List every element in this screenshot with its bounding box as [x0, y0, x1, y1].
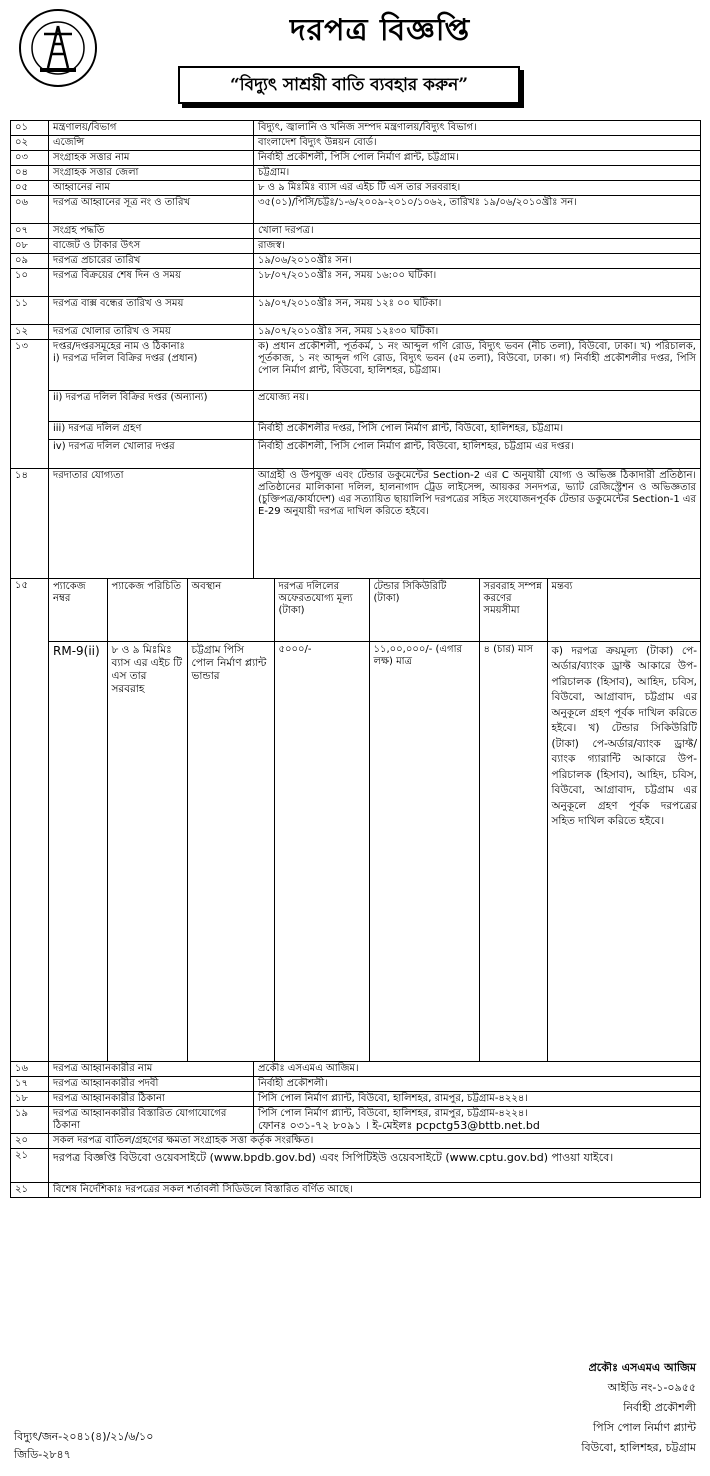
table-row: ২১ দরপত্র বিজ্ঞপ্তি বিউবো ওয়েবসাইটে (www.bpdb.gov.bd) এবং সিপিটিইউ ওয়েবসাইটে (www.cptu.gov.bd) পাওয়া যাইবে। — [11, 1149, 701, 1183]
table-row: ০২ এজেন্সি বাংলাদেশ বিদ্যুৎ উন্নয়ন বোর্ড। — [11, 136, 701, 151]
signature-block: প্রকৌঃ এসএমএ আজিম আইডি নং-১-০৯৫৫ নির্বাহী প্রকৌশলী পিসি পোল নির্মাণ প্ল্যান্ট বিউবো, হালিশহর, চট্টগ্রাম — [581, 1361, 696, 1454]
bpdb-logo-icon — [18, 8, 98, 88]
package-table — [49, 579, 701, 1061]
table-row: ০৬ দরপত্র আহ্বানের সূত্র নং ও তারিখ ৩৫(০১)/পিসি/চট্টঃ/১-৬/২০০৯-২০১০/১০৬২, তারিখঃ ১৯/০৬/২০১০খ্রীঃ সন। — [11, 196, 701, 224]
table-row: ১০ দরপত্র বিক্রয়ের শেষ দিন ও সময় ১৮/০৭/২০১০খ্রীঃ সন, সময় ১৬:০০ ঘটিকা। — [11, 269, 701, 297]
table-row: ১৭ দরপত্র আহ্বানকারীর পদবী নির্বাহী প্রকৌশলী। — [11, 1077, 701, 1092]
table-row: ১৮ দরপত্র আহ্বানকারীর ঠিকানা পিসি পোল নির্মাণ প্ল্যান্ট, বিউবো, হালিশহর, রামপুর, চট্টগ্রাম-৪২২৪। — [11, 1092, 701, 1107]
table-row: ০৯ দরপত্র প্রচারের তারিখ ১৯/০৬/২০১০খ্রীঃ সন। — [11, 254, 701, 269]
slogan-box: “বিদ্যুৎ সাশ্রয়ী বাতি ব্যবহার করুন” — [178, 66, 520, 104]
package-data-row: RM-9(ii) ৮ ও ৯ মিঃমিঃ ব্যাস এর এইচ টি এস তার সরবরাহ চট্টগ্রাম পিসি পোল নির্মাণ প্ল্যান্ট ভান্ডার ৫০০০/- ১১,০০,০০০/- (এগার লক্ষ) মাত্র ৪ (চার) মাস ক) দরপত্র ক্রয়মূল্য (টাকা) পে-অর্ডার/ব্যাংক ড্রাফ্ট আকারে উপ-পরিচালক (হিসাব), আহিদ, চবিস, বিউবো, আগ্রাবাদ, চট্টগ্রাম এর অনুকূলে গ্রহণ পূর্বক দাখিল করিতে হইবে। খ) টেন্ডার সিকিউরিটি (টাকা) পে-অর্ডার/ব্যাংক ড্রাফ্ট/ব্যাংক গ্যারান্টি আকারে উপ-পরিচালক (হিসাব), আহিদ, চবিস, বিউবো, আগ্রাবাদ, চট্টগ্রাম এর অনুকূলে গ্রহণ পূর্বক দরপত্রের সহিত দাখিল করিতে হইবে। — [49, 641, 701, 1061]
table-row: ২০ সকল দরপত্র বাতিল/গ্রহণের ক্ষমতা সংগ্রাহক সত্তা কর্তৃক সংরক্ষিত। — [11, 1134, 701, 1149]
table-row: ১৪ দরদাতার যোগ্যতা আগ্রহী ও উপযুক্ত এবং টেন্ডার ডকুমেন্টের Section-2 এর C অনুযায়ী যোগ্য ও অভিজ্ঞ ঠিকাদারী প্রতিষ্ঠান। প্রতিষ্ঠানের মালিকানা দলিল, হালনাগাদ ট্রেড লাইসেন্স, আয়কর সনদপত্র, ভ্যাট রেজিস্ট্রেশন ও অভিজ্ঞতার (চুক্তিপত্র/কার্যাদেশ) এর সত্যায়িত ছায়ালিপি দরপত্রের সহিত সংযোজনপূর্বক টেন্ডার ডকুমেন্টের Section-1 এর E-29 অনুযায়ী দরপত্র দাখিল করিতে হইবে। — [11, 469, 701, 579]
table-row: ০৭ সংগ্রহ পদ্ধতি খোলা দরপত্র। — [11, 224, 701, 239]
table-row: ০১ মন্ত্রণালয়/বিভাগ বিদ্যুৎ, জ্বালানি ও খনিজ সম্পদ মন্ত্রণালয়/বিদ্যুৎ বিভাগ। — [11, 121, 701, 136]
package-header-row: প্যাকেজ নম্বর প্যাকেজ পরিচিতি অবস্থান দরপত্র দলিলের অফেরতযোগ্য মূল্য (টাকা) টেন্ডার সিকিউরিটি (টাকা) সরবরাহ সম্পন্ন করণের সময়সীমা মন্তব্য — [49, 579, 701, 641]
table-row: ১১ দরপত্র বাক্স বন্ধের তারিখ ও সময় ১৯/০৭/২০১০খ্রীঃ সন, সময় ১২ঃ ০০ ঘটিকা। — [11, 297, 701, 325]
table-row: ০৪ সংগ্রাহক সত্তার জেলা চট্টগ্রাম। — [11, 166, 701, 181]
table-row: ০৮ বাজেট ও টাকার উৎস রাজস্ব। — [11, 239, 701, 254]
table-row: ০৩ সংগ্রাহক সত্তার নাম নির্বাহী প্রকৌশলী, পিসি পোল নির্মাণ প্লান্ট, চট্টগ্রাম। — [11, 151, 701, 166]
table-row: ০৫ আহ্বানের নাম ৮ ও ৯ মিঃমিঃ ব্যাস এর এইচ টি এস তার সরবরাহ। — [11, 181, 701, 196]
page-title: দরপত্র বিজ্ঞপ্তি — [289, 13, 471, 48]
table-row: ১৯ দরপত্র আহ্বানকারীর বিস্তারিত যোগাযোগের ঠিকানা পিসি পোল নির্মাণ প্ল্যান্ট, বিউবো, হালিশহর, রামপুর, চট্টগ্রাম-৪২২৪। ফোনঃ ০৩১-৭২ ৮০৯১ । ই-মেইলঃ pcpctg53@bttb.net.bd — [11, 1107, 701, 1134]
table-row: ২১ বিশেষ নির্দেশিকাঃ দরপত্রের সকল শর্তাবলী সিডিউলে বিস্তারিত বর্ণিত আছে। — [11, 1183, 701, 1198]
table-row: ১২ দরপত্র খোলার তারিখ ও সময় ১৯/০৭/২০১০খ্রীঃ সন, সময় ১২ঃ৩০ ঘটিকা। — [11, 325, 701, 340]
tender-table — [10, 120, 701, 1198]
table-row: ১৩ দপ্তর/দপ্তরসমূহের নাম ও ঠিকানাঃ i) দরপত্র দলিল বিক্রির দপ্তর (প্রধান) ii) দরপত্র দলিল বিক্রির দপ্তর (অন্যান্য) iii) দরপত্র দলিল গ্রহণ iv) দরপত্র দলিল খোলার দপ্তর ক) প্রধান প্রকৌশলী, পূর্তকর্ম, ১ নং আব্দুল গণি রোড, বিদ্যুৎ ভবন (নীচ তলা), বিউবো, ঢাকা। খ) পরিচালক, পূর্তকাজ, ১ নং আব্দুল গণি রোড, বিদ্যুৎ ভবন (৫ম তলা), বিউবো, ঢাকা। গ) নির্বাহী প্রকৌশলীর দপ্তর, পিসি পোল নির্মাণ প্লান্ট, বিউবো, হালিশহর, চট্টগ্রাম। প্রযোজ্য নয়। নির্বাহী প্রকৌশলীর দপ্তর, পিসি পোল নির্মাণ প্লান্ট, বিউবো, হালিশহর, চট্টগ্রাম। নির্বাহী প্রকৌশলী, পিসি পোল নির্মাণ প্লান্ট, বিউবো, হালিশহর, চট্টগ্রাম এর দপ্তর। — [11, 340, 701, 469]
reference-block: বিদ্যুৎ/জন-২০৪১(৪)/২১/৬/১০ জিডি-২৮৪৭ — [14, 1430, 154, 1461]
table-row: ১৬ দরপত্র আহ্বানকারীর নাম প্রকৌঃ এসএমএ আজিম। — [11, 1062, 701, 1077]
package-row: ১৫ প্যাকেজ নম্বর প্যাকেজ পরিচিতি অবস্থান দরপত্র দলিলের অফেরতযোগ্য মূল্য (টাকা) টেন্ডার সিকিউরিটি (টাকা) সরবরাহ সম্পন্ন করণের সময়সীমা মন্তব্য RM-9(ii) ৮ ও ৯ মিঃমিঃ ব্যাস এর এইচ টি এস তার সরবরাহ চট্টগ্রাম পিসি পোল নির্মাণ প্ল্যান্ট ভান্ডার ৫০০০/- ১১,০০,০০০/- (এগার লক্ষ) মাত্র ৪ (চার) মাস ক) দরপত্র ক্রয়মূল্য (টাকা) পে-অর্ডার/ব্যাংক ড্রাফ্ট আকারে উপ-পরিচালক (হিসাব), আহিদ, চবিস, বিউবো, আগ্রাবাদ, চট্টগ্রাম এর অনুকূলে গ্রহণ পূর্বক দাখিল করিতে হইবে। খ) টেন্ডার সিকিউরিটি (টাকা) পে-অর্ডার/ব্যাংক ড্রাফ্ট/ব্যাংক গ্যারান্টি আকারে উপ-পরিচালক (হিসাব), আহিদ, চবিস, বিউবো, আগ্রাবাদ, চট্টগ্রাম এর অনুকূলে গ্রহণ পূর্বক দরপত্রের সহিত দাখিল করিতে হইবে। — [11, 579, 701, 1062]
